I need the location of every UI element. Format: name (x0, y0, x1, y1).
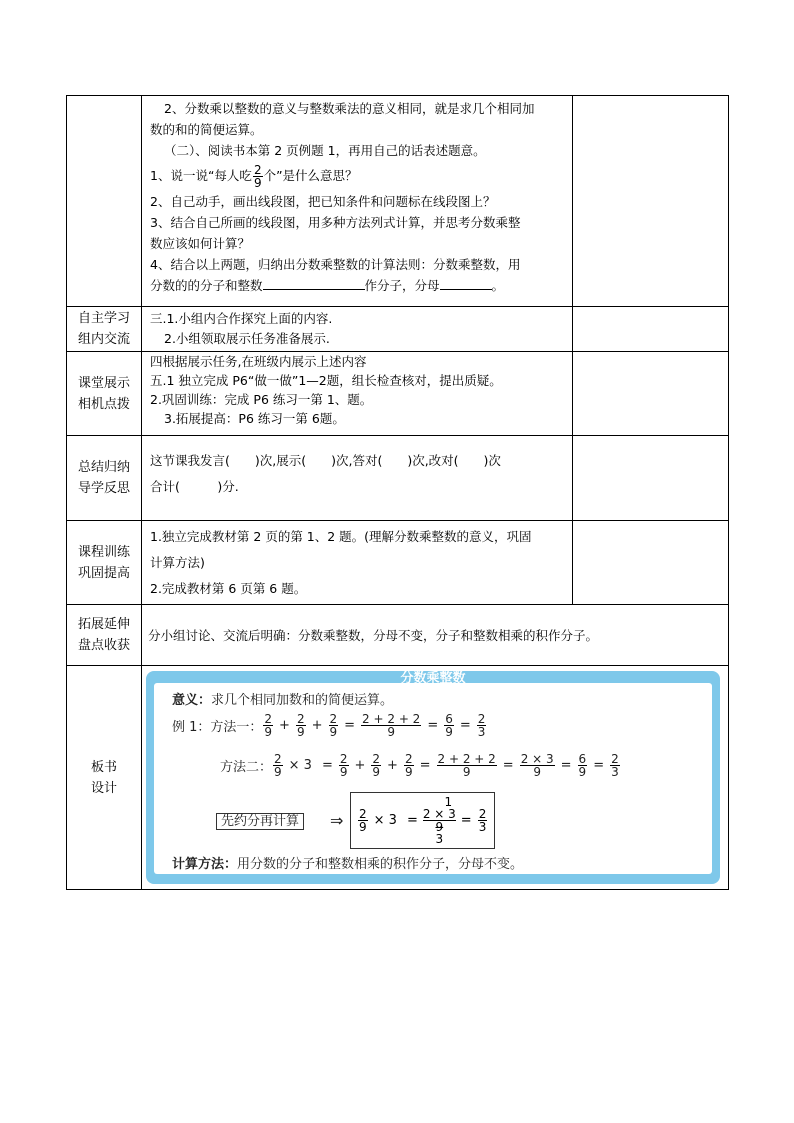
text-line: 分小组讨论、交流后明确：分数乘整数，分母不变，分子和整数相乘的积作分子。 (148, 627, 599, 643)
row-content (142, 96, 573, 307)
text-line: 4、结合以上两题，归纳出分数乘整数的计算法则：分数乘整数，用 (150, 257, 521, 272)
board-title: 分数乘整数 (400, 671, 466, 686)
row-label (67, 666, 142, 890)
text-line: 2.小组领取展示任务准备展示. (164, 331, 330, 346)
method-1-equation: 例 1：方法一： $\frac{2}{9}$ + $\frac{2}{9}$ + $\frac{2}{9}$ = $\frac{2 + 2 + 2}{9}$ = $\frac{6}{9}$ = $\frac{2}{3}$ (172, 712, 486, 739)
text-line: 2.巩固训练：完成 P6 练习一第 1、题。 (150, 392, 373, 407)
text-line: 数的和的简便运算。 (150, 122, 263, 137)
text-line: 1.独立完成教材第 2 页的第 1、2 题。(理解分数乘整数的意义，巩固 (150, 529, 532, 544)
text-line: 五.1 独立完成 P6“做一做”1—2题，组长检查核对，提出质疑。 (150, 373, 502, 388)
arrow-icon: ⇒ (330, 811, 344, 830)
fraction: $\frac{2}{9}$ (253, 163, 262, 190)
text-line: （二）、阅读书本第 2 页例题 1，再用自己的话表述题意。 (164, 143, 486, 158)
row-label (67, 436, 142, 521)
table-row (67, 307, 729, 352)
text-line: 计算方法) (150, 555, 205, 570)
label-line: 课堂展示 (77, 375, 130, 391)
q1-before: 1、说一说“每人吃 (150, 168, 252, 183)
label-line: 板书 (90, 759, 117, 775)
row-content (142, 307, 573, 352)
label-line: 课程训练 (77, 544, 130, 560)
table-row (67, 666, 729, 890)
meaning-line: 意义：求几个相同加数和的简便运算。 (172, 693, 394, 708)
table-row (67, 605, 729, 666)
notes-cell (573, 436, 729, 521)
text-line: 2、分数乘以整数的意义与整数乘法的意义相同，就是求几个相同加 (164, 101, 535, 116)
method-2-equation: 方法二： $\frac{2}{9}$ × 3 = $\frac{2}{9}$ + $\frac{2}{9}$ + $\frac{2}{9}$ = $\frac{2 + 2 + 2}{9}$ = $\frac{2 \times 3}{9}$ = $\frac{6}{9}$ = $\frac{2}{3}$ (220, 752, 619, 779)
text-line: 2、自己动手，画出线段图，把已知条件和问题标在线段图上？ (150, 194, 496, 209)
reduce-first-label: 先约分再计算 (216, 813, 304, 831)
q4b-part: 作分子，分母 (364, 278, 440, 293)
text-line: 这节课我发言( )次,展示( )次,答对( )次,改对( )次 (150, 453, 501, 468)
label-line: 设计 (90, 780, 117, 796)
notes-cell (573, 307, 729, 352)
text-line-q1 (150, 161, 566, 191)
label-line: 总结归纳 (77, 460, 130, 475)
label-line: 自主学习 (77, 311, 130, 326)
label-line: 导学反思 (77, 481, 130, 496)
row-content (142, 436, 573, 521)
answer-blank[interactable] (440, 275, 492, 290)
text-line: 四根据展示任务,在班级内展示上述内容 (150, 354, 367, 369)
label-line: 盘点收获 (77, 638, 130, 653)
board-inner (154, 671, 712, 874)
board-cell (142, 666, 729, 890)
row-label (67, 521, 142, 605)
label-line: 组内交流 (77, 332, 130, 347)
cancel-fraction: 1 2 × 3 9 3 (422, 795, 456, 846)
label-line: 相机点拨 (77, 396, 130, 412)
row-label (67, 96, 142, 307)
text-line: 2.完成教材第 6 页第 6 题。 (150, 581, 307, 596)
board-design-image (146, 671, 720, 884)
notes-cell (573, 521, 729, 605)
notes-cell (573, 96, 729, 307)
q1-after: 个”是什么意思？ (263, 168, 358, 183)
row-label (67, 307, 142, 352)
table-row (67, 436, 729, 521)
row-label (67, 352, 142, 436)
reduce-first-equation: $\frac{2}{9}$ × 3 = 1 2 × 3 9 3 = $\frac{2}{3}$ (350, 792, 495, 849)
lesson-plan-table (66, 95, 729, 890)
row-label (67, 605, 142, 666)
label-line: 拓展延伸 (77, 617, 130, 632)
notes-cell (573, 352, 729, 436)
row-content (142, 605, 729, 666)
q4b-part: 。 (491, 278, 505, 293)
answer-blank[interactable] (263, 275, 365, 290)
text-line: 合计( )分. (150, 479, 239, 494)
label-line: 巩固提高 (77, 565, 130, 581)
table-row (67, 352, 729, 436)
text-line: 3.拓展提高：P6 练习一第 6题。 (164, 411, 345, 426)
row-content (142, 521, 573, 605)
text-line-q4b (150, 275, 566, 296)
text-line: 数应该如何计算？ (150, 236, 251, 251)
table-row (67, 521, 729, 605)
text-line: 三.1.小组内合作探究上面的内容. (150, 311, 333, 326)
text-line: 3、结合自己所画的线段图，用多种方法列式计算，并思考分数乘整 (150, 215, 521, 230)
q4b-part: 分数的的分子和整数 (150, 278, 263, 293)
row-content (142, 352, 573, 436)
method-line: 计算方法：用分数的分子和整数相乘的积作分子，分母不变。 (172, 857, 524, 872)
table-row (67, 96, 729, 307)
